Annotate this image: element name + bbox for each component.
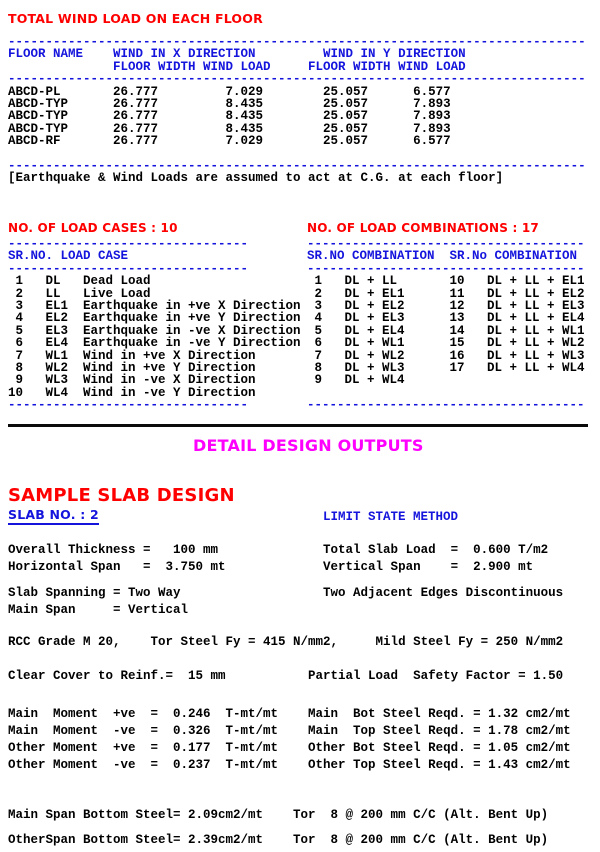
load-case-line: 5 EL3 Earthquake in -ve X Direction — [8, 323, 301, 338]
load-case-line: 4 EL2 Earthquake in +ve Y Direction — [8, 311, 301, 326]
load-combination-line: 6 DL + WL1 15 DL + LL + WL2 — [307, 336, 585, 351]
load-case-line: 7 WL1 Wind in +ve X Direction — [8, 348, 256, 363]
load-cases-title: NO. OF LOAD CASES : 10 — [8, 221, 178, 235]
load-combination-line: ------------------------------------- — [307, 237, 585, 251]
wind-load-title: TOTAL WIND LOAD ON EACH FLOOR — [8, 11, 263, 26]
wind-table-line: ----------------------------------------------------------------------------- — [8, 72, 586, 87]
other-moment-neg-line: Other Moment -ve = 0.237 T-mt/mt Other Top Steel Reqd. = 1.43 cm2/mt — [8, 758, 571, 772]
main-moment-pos-line: Main Moment +ve = 0.246 T-mt/mt Main Bot Steel Reqd. = 1.32 cm2/mt — [8, 707, 571, 721]
other-moment-pos-line: Other Moment +ve = 0.177 T-mt/mt Other Bot Steel Reqd. = 1.05 cm2/mt — [8, 741, 571, 755]
wind-table-line: ----------------------------------------------------------------------------- — [8, 158, 586, 173]
main-span-line: Main Span = Vertical — [8, 603, 189, 617]
wind-table-line: ----------------------------------------------------------------------------- — [8, 35, 586, 49]
wind-table-line: FLOOR WIDTH WIND LOAD FLOOR WIDTH WIND LOAD — [8, 59, 466, 74]
detail-design-outputs-title: DETAIL DESIGN OUTPUTS — [193, 436, 424, 455]
load-combination-line: 9 DL + WL4 — [307, 373, 405, 388]
load-case-line: -------------------------------- — [8, 261, 249, 276]
load-case-line: 1 DL Dead Load — [8, 274, 151, 289]
wind-table-line: ABCD-TYP 26.777 8.435 25.057 7.893 — [8, 109, 451, 124]
load-combination-line: 4 DL + EL3 13 DL + LL + EL4 — [307, 311, 585, 326]
load-combinations-title: NO. OF LOAD COMBINATIONS : 17 — [307, 221, 539, 235]
load-case-line: 9 WL3 Wind in -ve X Direction — [8, 373, 256, 388]
wind-table-line: ABCD-RF 26.777 7.029 25.057 6.577 — [8, 134, 451, 149]
section-divider-line — [8, 424, 588, 427]
main-moment-neg-line: Main Moment -ve = 0.326 T-mt/mt Main Top Steel Reqd. = 1.78 cm2/mt — [8, 724, 571, 738]
main-span-bottom-steel-line: Main Span Bottom Steel= 2.09cm2/mt Tor 8 @ 200 mm C/C (Alt. Bent Up) — [8, 808, 549, 822]
load-case-line: 2 LL Live Load — [8, 286, 151, 301]
load-combination-line: 1 DL + LL 10 DL + LL + EL1 — [307, 274, 585, 289]
load-case-line: 6 EL4 Earthquake in -ve Y Direction — [8, 336, 301, 351]
wind-table-line: [Earthquake & Wind Loads are assumed to act at C.G. at each floor] — [8, 171, 504, 186]
load-combination-line: 2 DL + EL1 11 DL + LL + EL2 — [307, 286, 585, 301]
sample-slab-design-title: SAMPLE SLAB DESIGN — [8, 485, 235, 506]
load-case-line: 8 WL2 Wind in +ve Y Direction — [8, 360, 256, 375]
wind-table-line: FLOOR NAME WIND IN X DIRECTION WIND IN Y DIRECTION — [8, 47, 466, 62]
load-combinations-table — [307, 238, 585, 411]
load-combination-line: 3 DL + EL2 12 DL + LL + EL3 — [307, 298, 585, 313]
wind-table-line: ABCD-PL 26.777 7.029 25.057 6.577 — [8, 84, 451, 99]
clear-cover-line: Clear Cover to Reinf.= 15 mm Partial Load Safety Factor = 1.50 — [8, 669, 564, 683]
load-case-line: -------------------------------- — [8, 398, 249, 413]
load-combination-line: 7 DL + WL2 16 DL + LL + WL3 — [307, 348, 585, 363]
load-case-line: SR.NO. LOAD CASE — [8, 249, 129, 264]
load-case-line: 10 WL4 Wind in -ve Y Direction — [8, 385, 256, 400]
slab-number-heading: SLAB NO. : 2 — [8, 507, 99, 525]
load-case-line: -------------------------------- — [8, 237, 249, 251]
other-span-bottom-steel-line: OtherSpan Bottom Steel= 2.39cm2/mt Tor 8 @ 200 mm C/C (Alt. Bent Up) — [8, 833, 549, 847]
wind-load-table — [8, 36, 586, 185]
load-combination-line: ------------------------------------- — [307, 398, 585, 413]
wind-table-line: ABCD-TYP 26.777 8.435 25.057 7.893 — [8, 121, 451, 136]
limit-state-method-label: LIMIT STATE METHOD — [323, 510, 459, 524]
load-combination-line: SR.NO COMBINATION SR.No COMBINATION — [307, 249, 578, 264]
horizontal-span-line: Horizontal Span = 3.750 mt Vertical Span = 2.900 mt — [8, 560, 534, 574]
overall-thickness-line: Overall Thickness = 100 mm Total Slab Load = 0.600 T/m2 — [8, 543, 549, 557]
load-combination-line: 5 DL + EL4 14 DL + LL + WL1 — [307, 323, 585, 338]
load-case-line: 3 EL1 Earthquake in +ve X Direction — [8, 298, 301, 313]
load-cases-table — [8, 238, 301, 411]
load-combination-line: ------------------------------------- — [307, 261, 585, 276]
slab-spanning-line: Slab Spanning = Two Way Two Adjacent Edges Discontinuous — [8, 586, 564, 600]
rcc-grade-line: RCC Grade M 20, Tor Steel Fy = 415 N/mm2, Mild Steel Fy = 250 N/mm2 — [8, 635, 564, 649]
wind-table-line: ABCD-TYP 26.777 8.435 25.057 7.893 — [8, 96, 451, 111]
load-combination-line: 8 DL + WL3 17 DL + LL + WL4 — [307, 360, 585, 375]
